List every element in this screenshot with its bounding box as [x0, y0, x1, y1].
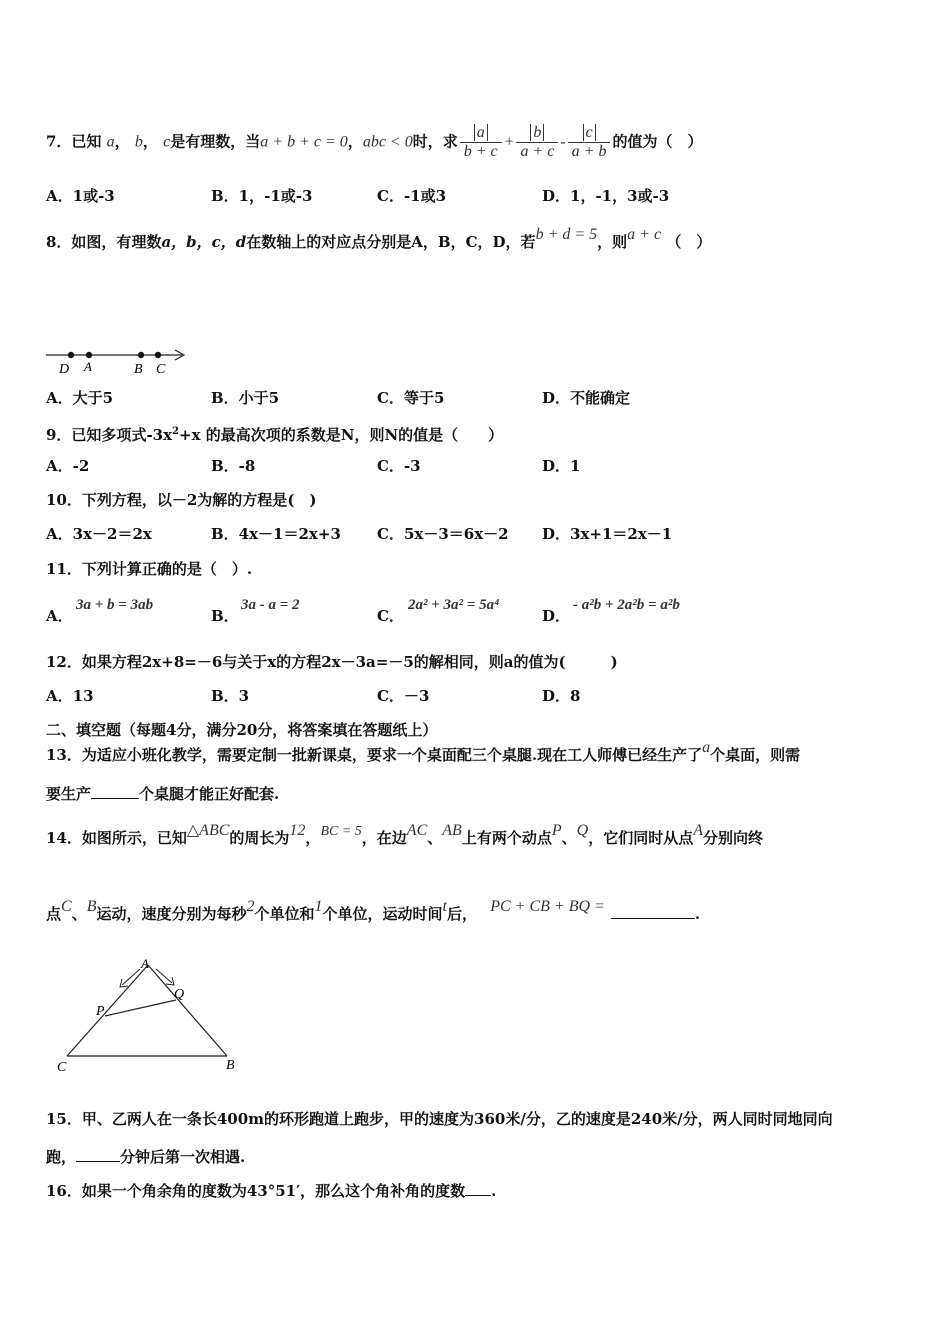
- q7-f2-den: a + c: [520, 143, 555, 160]
- q14-p6: 上有两个动点: [461, 829, 552, 847]
- point-b: [138, 352, 144, 358]
- q14-p9: 分别向终: [702, 829, 763, 847]
- q7-fraction-3: [568, 124, 611, 161]
- label-a: A: [84, 359, 92, 374]
- q7-option-c[interactable]: C．-1或3: [377, 187, 447, 205]
- q10-option-c[interactable]: C．5x－3＝6x－2: [377, 525, 509, 543]
- q9-option-b[interactable]: B．-8: [211, 457, 256, 475]
- q14-l2b: 、: [71, 905, 87, 923]
- number-line-figure: [44, 346, 190, 376]
- arrow-right-shaft: [156, 969, 172, 983]
- question-11: 11．下列计算正确的是（ ）.: [46, 560, 253, 578]
- q7-suffix: 的值为（ ）: [612, 132, 703, 151]
- q7-f1-den: b + c: [463, 143, 498, 160]
- q7-var-c: c: [163, 133, 171, 151]
- q14-expression: PC + CB + BQ =: [490, 898, 605, 915]
- q14-p5: 、: [427, 829, 443, 847]
- question-14-line1: [46, 822, 763, 850]
- q14-bc: BC = 5: [320, 824, 362, 839]
- q10-option-b[interactable]: B．4x－1＝2x+3: [211, 525, 341, 543]
- q14-p4: ，在边: [361, 829, 407, 847]
- q8-option-c[interactable]: C．等于5: [377, 389, 445, 407]
- q14-ab: AB: [442, 822, 462, 839]
- side-ac: [67, 965, 148, 1056]
- q14-p1: 14．如图所示，已知: [46, 829, 187, 847]
- q15-line2-b: 分钟后第一次相遇.: [120, 1148, 246, 1166]
- q11-option-a-expr[interactable]: 3a + b = 3ab: [76, 597, 154, 613]
- question-12: 12．如果方程2x+8=－6与关于x的方程2x－3a=－5的解相同，则a的值为( ): [46, 653, 618, 671]
- q8-text: 8．如图，有理数: [46, 233, 162, 251]
- q7-var-b: b: [134, 133, 143, 151]
- fig-label-p: P: [96, 1004, 105, 1019]
- q7-f3-num: c: [583, 124, 596, 141]
- q11-option-b-expr[interactable]: 3a - a = 2: [241, 597, 300, 613]
- q7-op2: -: [560, 133, 566, 151]
- q14-p8: ，它们同时从点: [588, 829, 694, 847]
- q7-prefix: 7．已知: [46, 132, 102, 151]
- point-a: [86, 352, 92, 358]
- q13-line2-a: 要生产: [46, 785, 92, 803]
- triangle-figure: [52, 955, 252, 1077]
- fig-label-a: A: [141, 956, 149, 971]
- q9-option-a[interactable]: A．-2: [46, 457, 90, 475]
- point-d: [68, 352, 74, 358]
- q9-option-d[interactable]: D．1: [542, 457, 581, 475]
- q9-text-b: +x 的最高次项的系数是N，则N的值是（ ）: [179, 426, 504, 444]
- q13-answer-blank[interactable]: [91, 784, 139, 799]
- q11-option-a-letter[interactable]: A．: [46, 607, 73, 625]
- q14-p3: ，: [305, 829, 321, 847]
- q14-speed-q: 1: [314, 898, 323, 915]
- fig-label-c: C: [57, 1060, 67, 1075]
- q14-point-b: B: [86, 898, 97, 915]
- q16-text-b: .: [491, 1182, 497, 1200]
- q7-mid2: 时，求: [412, 132, 458, 151]
- q7-condition-sum: a + b + c = 0: [260, 133, 348, 151]
- q15-answer-blank[interactable]: [76, 1147, 120, 1162]
- q9-text-a: 9．已知多项式-3x: [46, 426, 173, 444]
- q13-line2-b: 个桌腿才能正好配套.: [139, 785, 280, 803]
- question-8: [46, 226, 712, 253]
- q14-answer-blank[interactable]: [611, 904, 695, 919]
- fig-label-q: Q: [174, 987, 185, 1002]
- question-14-line2: [46, 898, 701, 925]
- q7-sep1: ，: [114, 132, 130, 151]
- label-c: C: [156, 362, 166, 376]
- q7-op1: +: [503, 133, 515, 151]
- q14-l2f: 后，: [446, 905, 477, 923]
- q14-l2d: 个单位和: [254, 905, 315, 923]
- section-heading-fill-in: 二、填空题（每题4分，满分20分，将答案填在答题纸上）: [46, 721, 438, 739]
- q9-superscript: 2: [172, 426, 180, 437]
- q11-option-d-expr[interactable]: - a²b + 2a²b = a²b: [573, 597, 680, 613]
- q8-text2: 在数轴上的对应点分别是A，B，C，D，若: [246, 233, 536, 251]
- q14-point-a: A: [693, 822, 703, 839]
- q8-vars: a，b，c，d: [161, 233, 247, 251]
- question-9: [46, 422, 503, 445]
- q10-option-a[interactable]: A．3x－2＝2x: [46, 525, 152, 543]
- q14-l2c: 运动，速度分别为每秒: [96, 905, 247, 923]
- q8-condition: b + d = 5: [535, 226, 598, 243]
- q13-line1-a: 13．为适应小班化教学，需要定制一批新课桌，要求一个桌面配三个桌腿.现在工人师傅已经生产了: [46, 746, 703, 764]
- q7-f1-num: a: [474, 124, 488, 141]
- q11-option-c-letter[interactable]: C．: [377, 607, 404, 625]
- q11-option-d-letter[interactable]: D．: [542, 607, 571, 625]
- q11-option-b-letter[interactable]: B．: [211, 607, 239, 625]
- q7-option-d[interactable]: D．1，-1，3或-3: [542, 187, 670, 205]
- label-d: D: [59, 362, 70, 376]
- side-ab: [148, 965, 227, 1056]
- question-13-line2: [46, 784, 279, 804]
- q14-time-t: t: [442, 898, 447, 915]
- segment-pq: [105, 1000, 176, 1016]
- q12-option-d[interactable]: D．8: [542, 687, 581, 705]
- q14-p2: 的周长为: [229, 829, 290, 847]
- q13-var-a: a: [702, 739, 711, 756]
- q7-sep3: ，: [347, 132, 363, 151]
- q14-point-c: C: [61, 898, 72, 915]
- question-10: 10．下列方程，以－2为解的方程是( ): [46, 491, 317, 509]
- q7-sep2: ，: [142, 132, 158, 151]
- q14-triangle: △ABC: [186, 822, 230, 839]
- label-b: B: [134, 362, 143, 376]
- q8-then: ，则: [597, 233, 628, 251]
- q10-option-d[interactable]: D．3x+1＝2x－1: [542, 525, 673, 543]
- q7-fraction-2: [516, 124, 558, 161]
- question-15-line1: 15．甲、乙两人在一条长400m的环形跑道上跑步，甲的速度为360米/分，乙的速度是240米/分，两人同时同地同向: [46, 1110, 833, 1128]
- q8-option-d[interactable]: D．不能确定: [542, 389, 631, 407]
- q14-p7: 、: [561, 829, 577, 847]
- q11-option-c-expr[interactable]: 2a² + 3a² = 5a⁴: [408, 597, 500, 613]
- q13-line1-b: 个桌面，则需: [710, 746, 801, 764]
- q8-expression: a + c: [627, 226, 662, 243]
- q7-var-a: a: [106, 133, 115, 151]
- question-13-line1: [46, 739, 801, 766]
- point-c: [155, 352, 161, 358]
- q14-l2a: 点: [46, 905, 62, 923]
- q14-perimeter: 12: [289, 822, 306, 839]
- q7-fraction-1: [460, 124, 502, 161]
- q12-option-c[interactable]: C．－3: [377, 687, 430, 705]
- q7-f2-num: b: [530, 124, 544, 141]
- question-15-line2: [46, 1147, 245, 1167]
- q14-ac: AC: [406, 822, 428, 839]
- question-16: [46, 1181, 496, 1201]
- q16-answer-blank[interactable]: [465, 1181, 491, 1196]
- q7-option-a[interactable]: A．1或-3: [46, 187, 115, 205]
- q8-paren: （ ）: [666, 233, 712, 251]
- q14-end: .: [694, 905, 701, 923]
- q7-condition-product: abc < 0: [362, 133, 413, 151]
- q12-option-b[interactable]: B．3: [211, 687, 250, 705]
- q9-option-c[interactable]: C．-3: [377, 457, 421, 475]
- q15-line2-a: 跑，: [46, 1148, 77, 1166]
- q14-point-p: P: [551, 822, 562, 839]
- q7-f3-den: a + b: [571, 143, 607, 160]
- fig-label-b: B: [226, 1058, 235, 1073]
- q12-option-a[interactable]: A．13: [46, 687, 94, 705]
- q8-option-a[interactable]: A．大于5: [46, 389, 114, 407]
- q14-speed-p: 2: [246, 898, 255, 915]
- q14-l2e: 个单位，运动时间: [322, 905, 443, 923]
- q7-mid: 是有理数，当: [170, 132, 261, 151]
- q14-point-q: Q: [576, 822, 589, 839]
- q7-option-b[interactable]: B．1，-1或-3: [211, 187, 313, 205]
- q16-text-a: 16．如果一个角余角的度数为43°51′，那么这个角补角的度数: [46, 1182, 466, 1200]
- question-7: [46, 124, 702, 161]
- q8-option-b[interactable]: B．小于5: [211, 389, 280, 407]
